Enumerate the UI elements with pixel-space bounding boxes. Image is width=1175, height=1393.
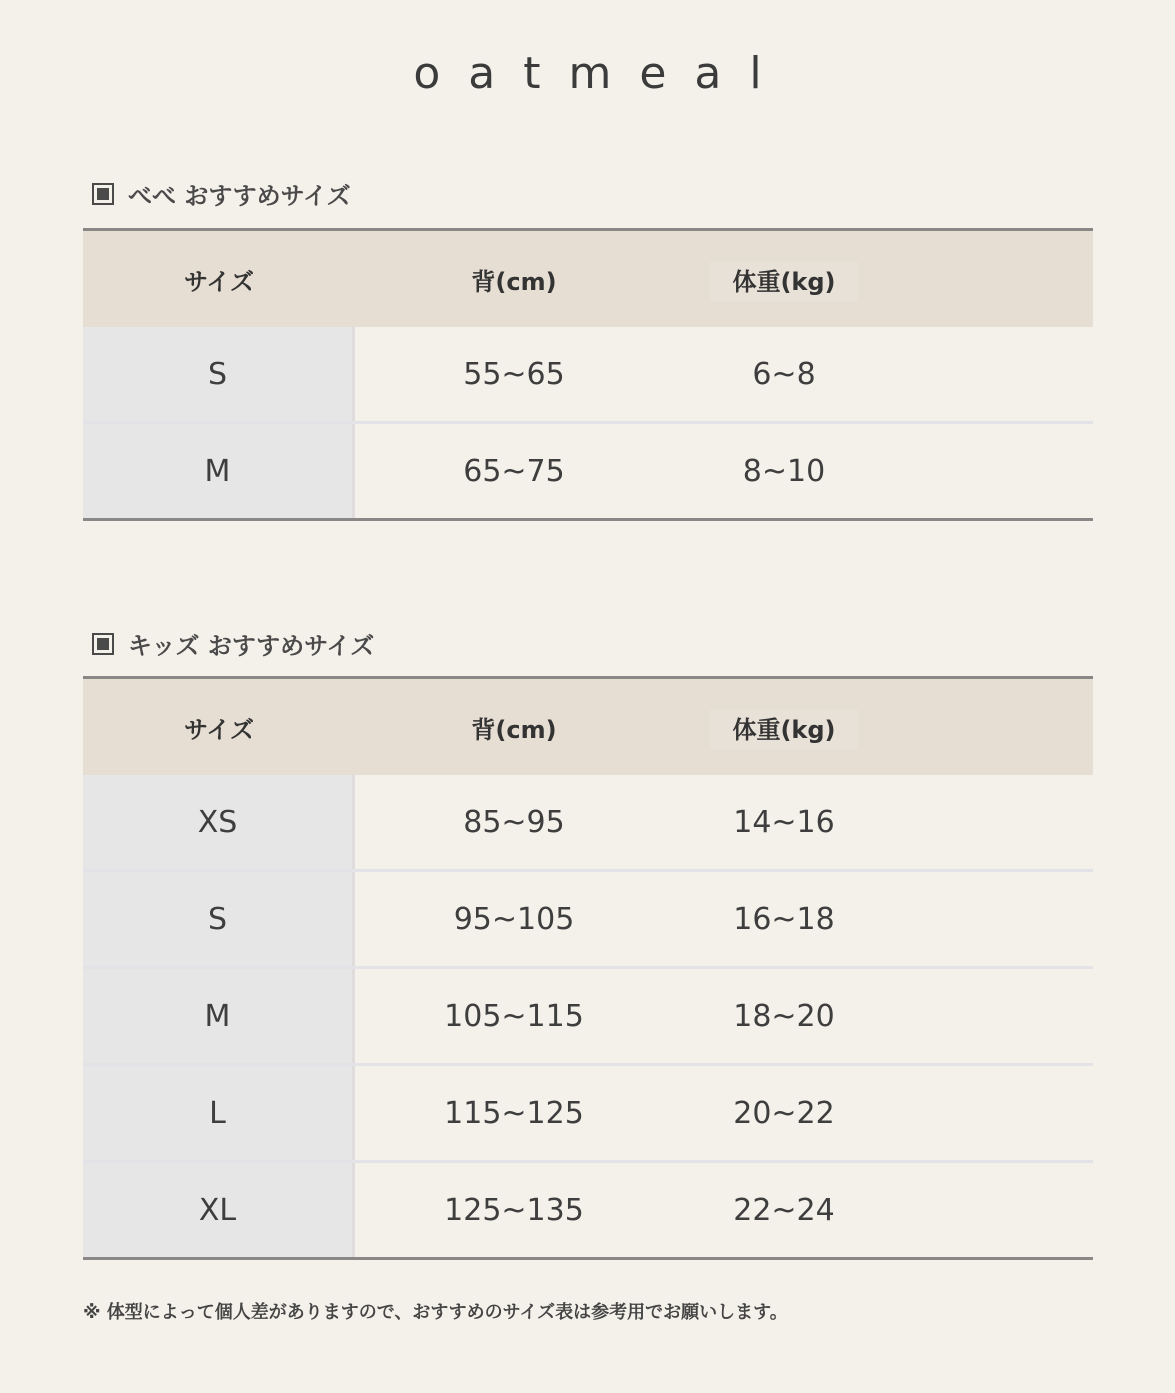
table-row	[83, 1063, 1093, 1160]
size-cell: XS	[83, 775, 355, 869]
table-header	[83, 231, 1093, 327]
header-weight	[673, 710, 895, 745]
size-cell: M	[83, 969, 355, 1063]
square-bullet-icon	[92, 633, 114, 655]
section-title-kids: キッズ おすすめサイズ	[128, 632, 375, 660]
size-cell: S	[83, 872, 355, 966]
size-cell: S	[83, 327, 355, 421]
table-row	[83, 327, 1093, 421]
weight-cell: 8~10	[742, 453, 826, 489]
section-heading-bebe	[92, 176, 351, 211]
back-cell: 105~115	[444, 998, 584, 1034]
size-table-kids	[83, 676, 1093, 1260]
table-row	[83, 1160, 1093, 1257]
weight-cell: 6~8	[752, 356, 816, 392]
table-row	[83, 966, 1093, 1063]
header-back: 背(cm)	[471, 267, 557, 296]
weight-cell: 22~24	[733, 1192, 835, 1228]
back-cell: 125~135	[444, 1192, 584, 1228]
header-weight-label: 体重(kg)	[710, 710, 857, 750]
weight-cell: 16~18	[733, 901, 835, 937]
table-header	[83, 679, 1093, 775]
header-weight	[673, 262, 895, 297]
section-heading-kids	[92, 626, 374, 661]
weight-cell: 14~16	[733, 804, 835, 840]
header-weight-label: 体重(kg)	[710, 262, 857, 302]
back-cell: 55~65	[463, 356, 565, 392]
size-cell: L	[83, 1066, 355, 1160]
brand-logo: oatmeal	[413, 48, 790, 99]
weight-cell: 20~22	[733, 1095, 835, 1131]
back-cell: 115~125	[444, 1095, 584, 1131]
back-cell: 65~75	[463, 453, 565, 489]
size-cell: M	[83, 424, 355, 518]
table-row	[83, 869, 1093, 966]
header-back: 背(cm)	[471, 715, 557, 744]
size-table-bebe	[83, 228, 1093, 521]
back-cell: 85~95	[463, 804, 565, 840]
footnote: ※ 体型によって個人差がありますので、おすすめのサイズ表は参考用でお願いします。	[83, 1302, 788, 1323]
table-row	[83, 775, 1093, 869]
header-size: サイズ	[183, 267, 255, 296]
size-cell: XL	[83, 1163, 355, 1257]
table-row	[83, 421, 1093, 518]
weight-cell: 18~20	[733, 998, 835, 1034]
section-title-bebe: べべ おすすめサイズ	[128, 182, 351, 210]
back-cell: 95~105	[453, 901, 575, 937]
square-bullet-icon	[92, 183, 114, 205]
header-size: サイズ	[183, 715, 255, 744]
